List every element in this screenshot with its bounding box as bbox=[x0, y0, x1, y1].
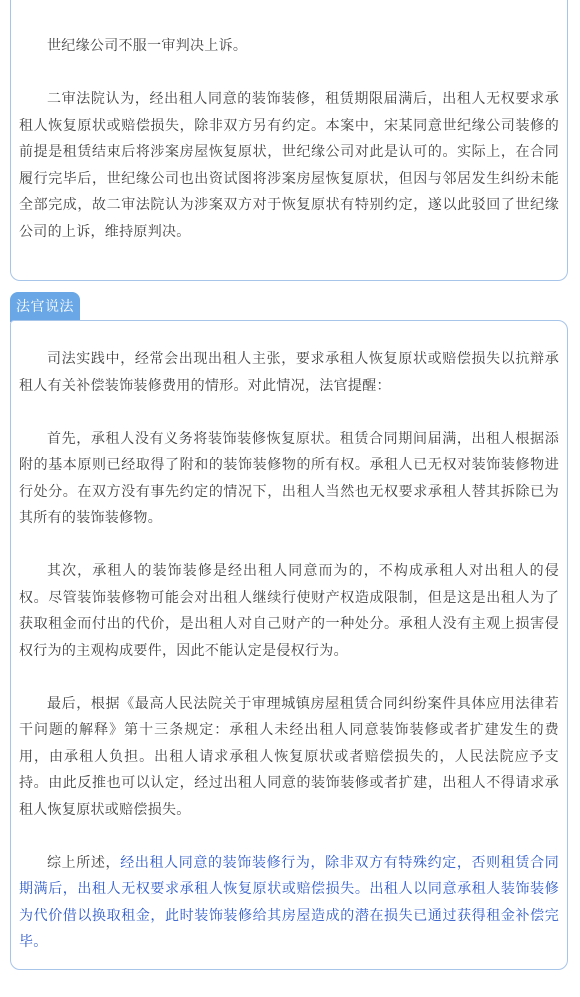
judge-commentary-box bbox=[10, 320, 568, 970]
paragraph-second-instance: 二审法院认为，经出租人同意的装饰装修，租赁期限届满后，出租人无权要求承租人恢复原状或赔偿损失，除非双方另有约定。本案中，宋某同意世纪缘公司装修的前提是租赁结束后将涉案房屋恢复原状，世纪缘公司对此是认可的。实际上，在合同履行完毕后，世纪缘公司也出资试图将涉案房屋恢复原状，但因与邻居发生纠纷未能全部完成，故二审法院认为涉案双方对于恢复原状有特别约定，遂以此驳回了世纪缘公司的上诉，维持原判决。 bbox=[19, 91, 559, 240]
case-text bbox=[19, 0, 559, 245]
judge-commentary-tag: 法官说法 bbox=[10, 292, 80, 322]
paragraph-intro: 司法实践中，经常会出现出租人主张，要求承租人恢复原状或赔偿损失以抗辩承租人有关补偿装饰装修费用的情形。对此情况，法官提醒： bbox=[19, 351, 559, 394]
paragraph-summary bbox=[19, 850, 559, 956]
commentary-text bbox=[19, 346, 559, 956]
summary-lead: 综上所述， bbox=[47, 854, 121, 871]
paragraph-first: 首先，承租人没有义务将装饰装修恢复原状。租赁合同期间届满，出租人根据添附的基本原则已经取得了附和的装饰装修物的所有权。承租人已无权对装饰装修物进行处分。在双方没有事先约定的情况下，出租人当然也无权要求承租人替其拆除已为其所有的装饰装修物。 bbox=[19, 430, 559, 526]
paragraph-last: 最后，根据《最高人民法院关于审理城镇房屋租赁合同纠纷案件具体应用法律若干问题的解释》第十三条规定：承租人未经出租人同意装饰装修或者扩建发生的费用，由承租人负担。出租人请求承租人恢复原状或者赔偿损失的，人民法院应予支持。由此反推也可以认定，经过出租人同意的装饰装修或者扩建，出租人不得请求承租人恢复原状或赔偿损失。 bbox=[19, 695, 559, 818]
case-text-box bbox=[10, 0, 568, 281]
summary-highlight: 经出租人同意的装饰装修行为，除非双方有特殊约定，否则租赁合同期满后，出租人无权要求承租人恢复原状或赔偿损失。出租人以同意承租人装饰装修为代价借以换取租金，此时装饰装修给其房屋造成的潜在损失已通过获得租金补偿完毕。 bbox=[19, 854, 560, 950]
paragraph-appeal: 世纪缘公司不服一审判决上诉。 bbox=[47, 38, 248, 54]
paragraph-second: 其次，承租人的装饰装修是经出租人同意而为的，不构成承租人对出租人的侵权。尽管装饰装修物可能会对出租人继续行使财产权造成限制，但是这是出租人为了获取租金而付出的代价，是出租人对自己财产的一种处分。承租人没有主观上损害侵权行为的主观构成要件，因此不能认定是侵权行为。 bbox=[19, 563, 559, 659]
